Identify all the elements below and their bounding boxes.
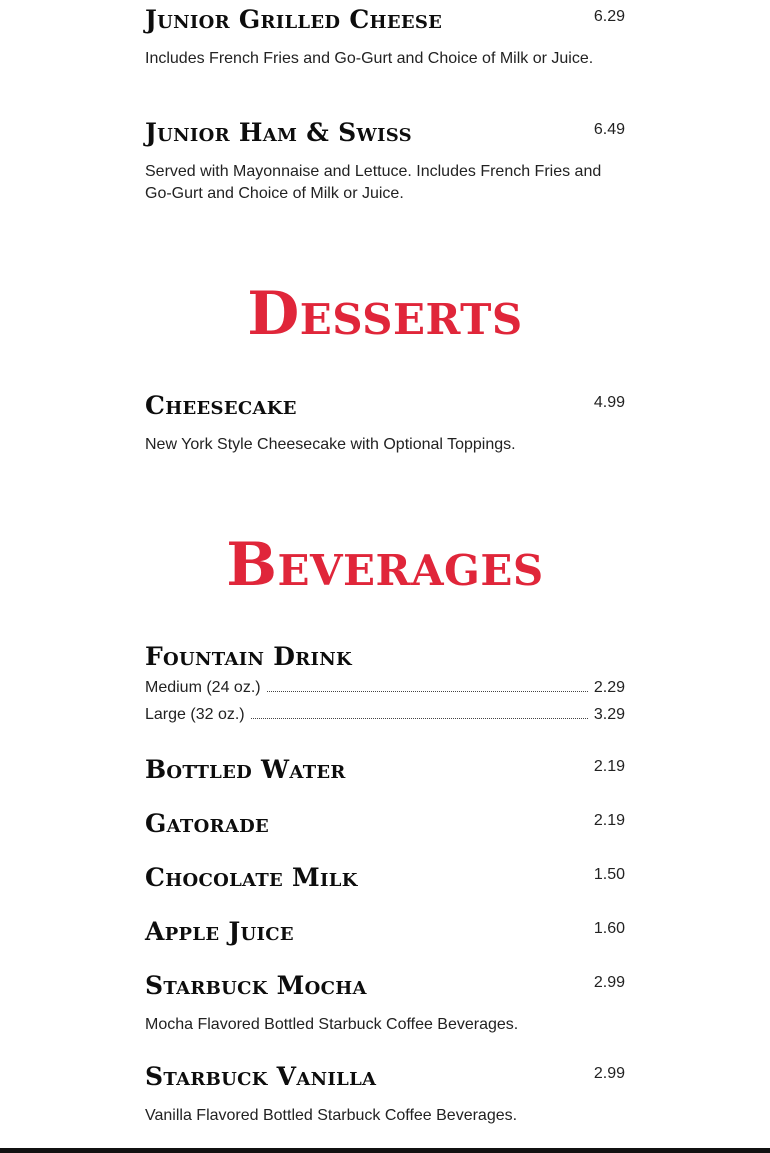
- menu-item-gatorade: [145, 809, 625, 839]
- item-price: 2.19: [593, 812, 625, 829]
- section-title-desserts: Desserts: [247, 279, 523, 349]
- item-name: Bottled Water: [145, 755, 346, 784]
- item-name: Apple Juice: [145, 917, 294, 946]
- item-name: Junior Grilled Cheese: [145, 5, 443, 34]
- dot-leader: [267, 679, 588, 692]
- item-name: Starbuck Vanilla: [145, 1062, 377, 1091]
- footer-divider: [0, 1148, 770, 1153]
- item-price: 6.49: [593, 121, 625, 138]
- item-price: 2.99: [593, 974, 625, 991]
- menu-item-fountain-drink: [145, 642, 625, 733]
- item-name: Chocolate Milk: [145, 863, 358, 892]
- item-description: Includes French Fries and Go-Gurt and Choice of Milk or Juice.: [145, 50, 594, 67]
- item-description: Vanilla Flavored Bottled Starbuck Coffee Beverages.: [145, 1107, 518, 1124]
- item-name: Cheesecake: [145, 391, 297, 420]
- dot-leader: [251, 706, 588, 719]
- size-label: Large (32 oz.): [145, 706, 245, 723]
- menu-item-apple-juice: [145, 917, 625, 947]
- item-price: 1.50: [593, 866, 625, 883]
- item-description: New York Style Cheesecake with Optional Toppings.: [145, 436, 516, 453]
- size-row-large: [145, 706, 625, 733]
- menu-item-cheesecake: [145, 391, 625, 456]
- item-price: 4.99: [593, 394, 625, 411]
- item-description: Served with Mayonnaise and Lettuce. Includes French Fries and Go-Gurt and Choice of Milk or Juice.: [145, 163, 602, 202]
- size-row-medium: [145, 679, 625, 706]
- size-list: [145, 679, 625, 733]
- item-price: 2.19: [593, 758, 625, 775]
- menu-item-starbuck-mocha: [145, 971, 625, 1036]
- menu-item-junior-grilled-cheese: [145, 5, 625, 70]
- item-name: Gatorade: [145, 809, 270, 838]
- size-price: 3.29: [593, 706, 625, 723]
- item-name: Junior Ham & Swiss: [145, 118, 412, 147]
- item-name: Starbuck Mocha: [145, 971, 367, 1000]
- size-price: 2.29: [593, 679, 625, 696]
- item-price: 6.29: [593, 8, 625, 25]
- menu-item-starbuck-vanilla: [145, 1062, 625, 1127]
- item-price: 1.60: [593, 920, 625, 937]
- item-name: Fountain Drink: [145, 642, 352, 671]
- menu-item-chocolate-milk: [145, 863, 625, 893]
- menu-item-junior-ham-swiss: [145, 118, 625, 205]
- section-title-beverages: Beverages: [226, 530, 544, 600]
- item-description: Mocha Flavored Bottled Starbuck Coffee Beverages.: [145, 1016, 519, 1033]
- size-label: Medium (24 oz.): [145, 679, 261, 696]
- menu-item-bottled-water: [145, 755, 625, 785]
- item-price: 2.99: [593, 1065, 625, 1082]
